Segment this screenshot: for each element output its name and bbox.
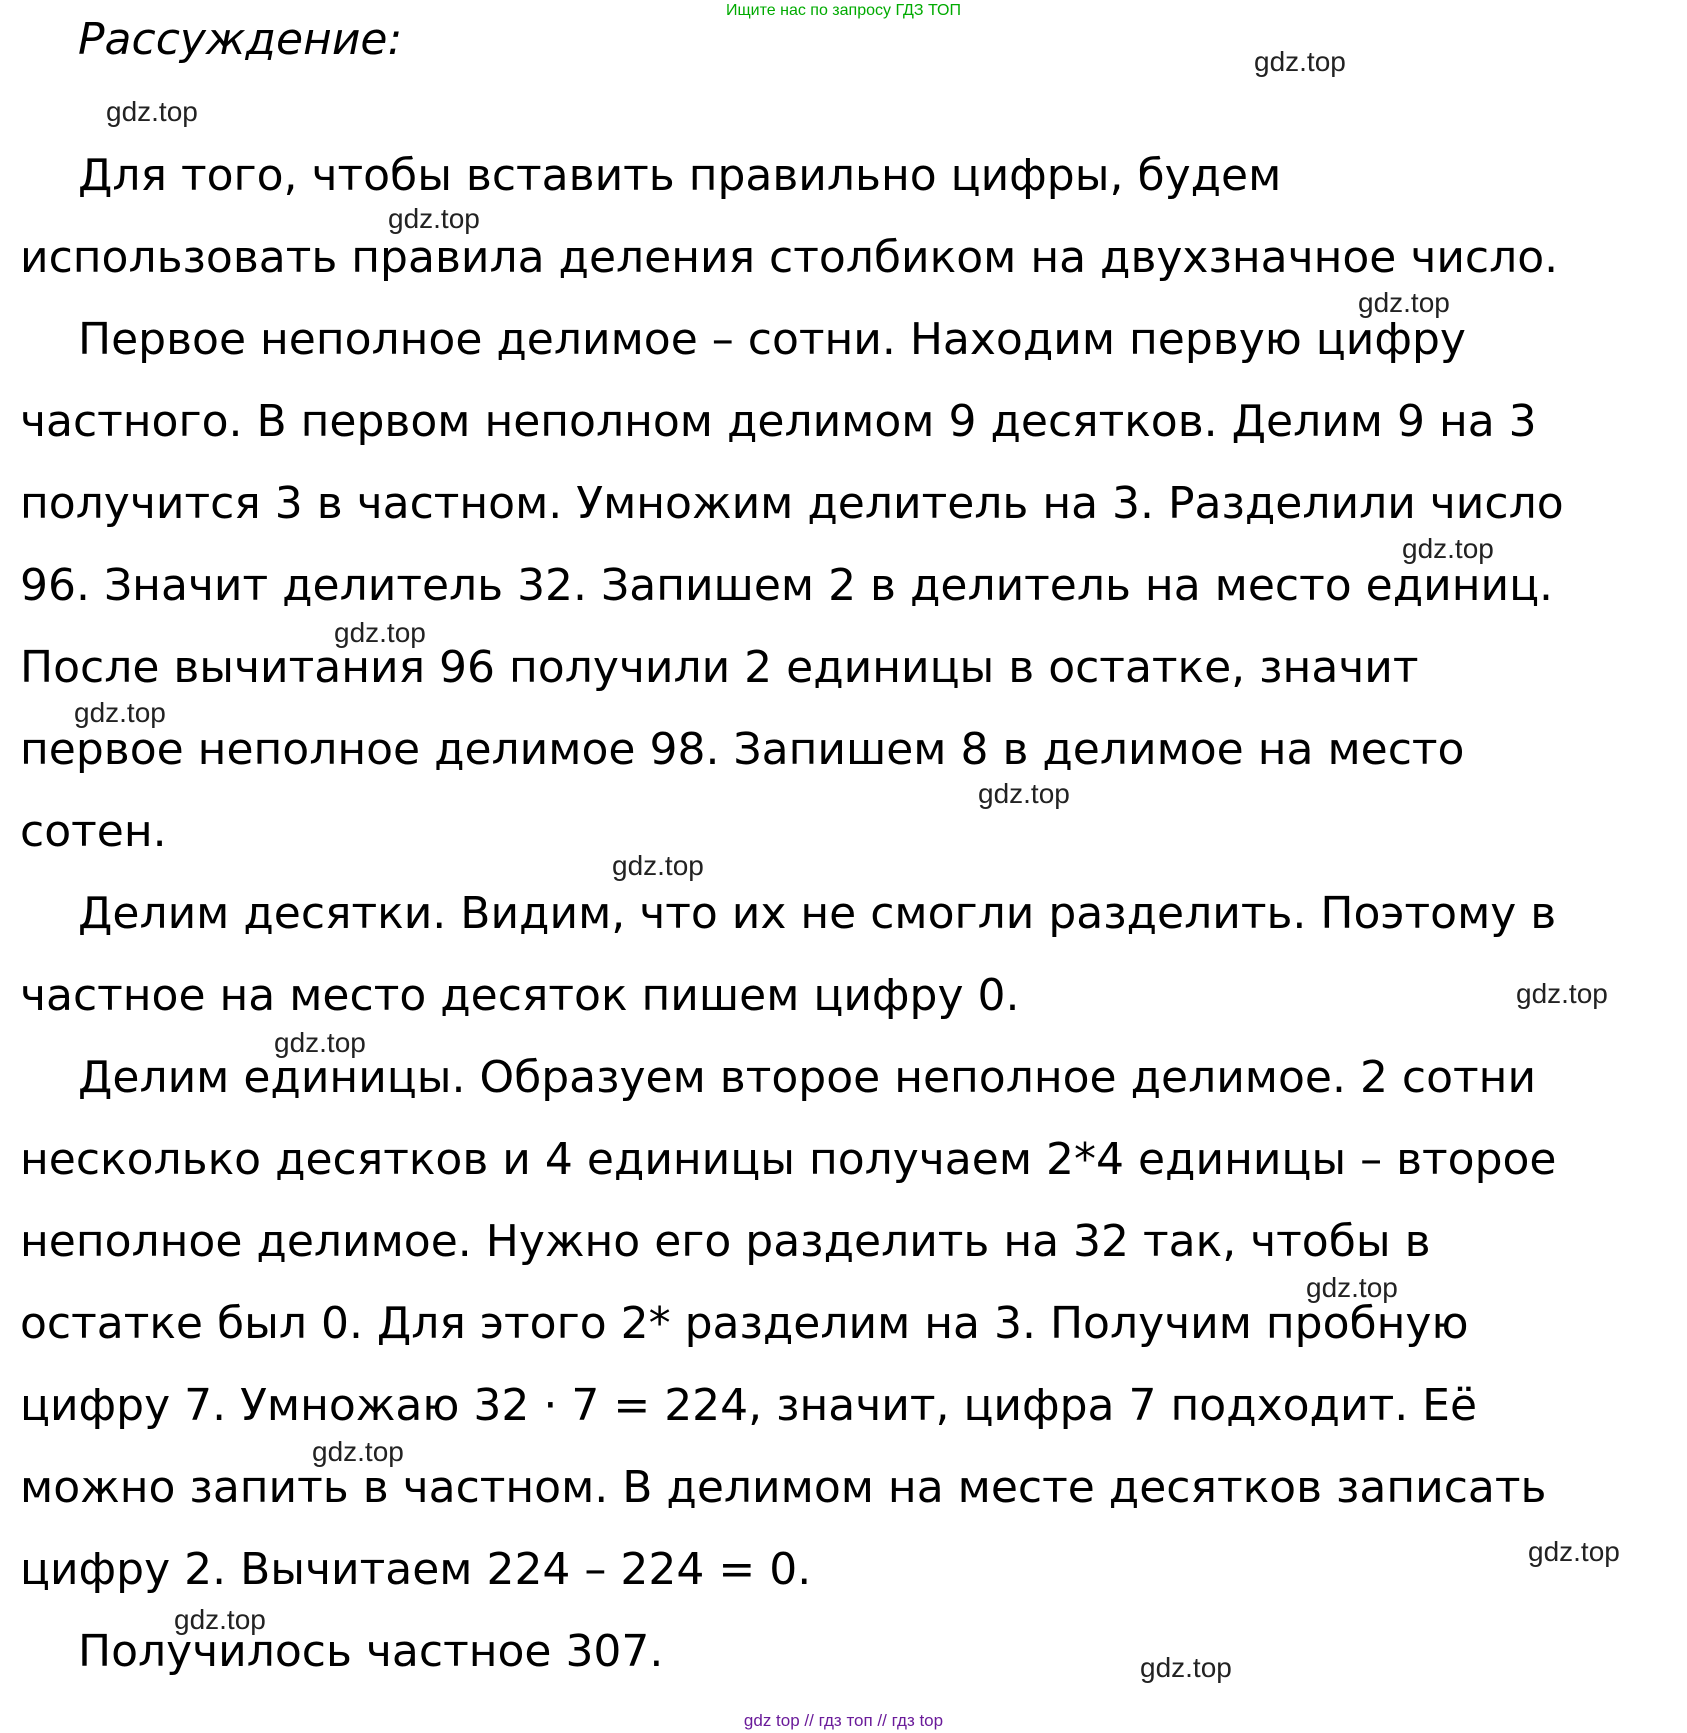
section-heading: Рассуждение: <box>78 14 403 65</box>
paragraph-line: Получилось частное 307. <box>78 1626 664 1677</box>
paragraph-line: получится 3 в частном. Умножим делитель на 3. Разделили число <box>20 478 1564 529</box>
top-banner: Ищите нас по запросу ГДЗ ТОП <box>726 2 961 19</box>
watermark: gdz.top <box>388 203 480 234</box>
paragraph-line: остатке был 0. Для этого 2* разделим на 3. Получим пробную <box>20 1298 1469 1349</box>
paragraph-line: Первое неполное делимое – сотни. Находим первую цифру <box>78 314 1466 365</box>
watermark: gdz.top <box>312 1436 404 1467</box>
watermark: gdz.top <box>1528 1536 1620 1567</box>
paragraph-line: частного. В первом неполном делимом 9 десятков. Делим 9 на 3 <box>20 396 1537 447</box>
paragraph-line: можно запить в частном. В делимом на месте десятков записать <box>20 1462 1547 1513</box>
watermark: gdz.top <box>1358 287 1450 318</box>
paragraph-line: Делим единицы. Образуем второе неполное делимое. 2 сотни <box>78 1052 1537 1103</box>
watermark: gdz.top <box>1306 1272 1398 1303</box>
watermark: gdz.top <box>174 1604 266 1635</box>
paragraph-line: 96. Значит делитель 32. Запишем 2 в делитель на место единиц. <box>20 560 1554 611</box>
watermark: gdz.top <box>978 778 1070 809</box>
watermark: gdz.top <box>1402 533 1494 564</box>
paragraph-line: сотен. <box>20 806 167 857</box>
paragraph-line: неполное делимое. Нужно его разделить на 32 так, чтобы в <box>20 1216 1431 1267</box>
paragraph-line: цифру 7. Умножаю 32 · 7 = 224, значит, цифра 7 подходит. Её <box>20 1380 1478 1431</box>
paragraph-line: первое неполное делимое 98. Запишем 8 в делимое на место <box>20 724 1465 775</box>
watermark: gdz.top <box>334 617 426 648</box>
paragraph-line: частное на место десяток пишем цифру 0. <box>20 970 1020 1021</box>
watermark: gdz.top <box>74 697 166 728</box>
paragraph-line: После вычитания 96 получили 2 единицы в остатке, значит <box>20 642 1419 693</box>
watermark: gdz.top <box>1254 46 1346 77</box>
paragraph-line: Делим десятки. Видим, что их не смогли разделить. Поэтому в <box>78 888 1557 939</box>
paragraph-line: цифру 2. Вычитаем 224 – 224 = 0. <box>20 1544 812 1595</box>
paragraph-line: использовать правила деления столбиком на двухзначное число. <box>20 232 1559 283</box>
watermark: gdz.top <box>1140 1652 1232 1683</box>
paragraph-line: Для того, чтобы вставить правильно цифры, будем <box>78 150 1282 201</box>
watermark: gdz.top <box>612 850 704 881</box>
watermark: gdz.top <box>274 1027 366 1058</box>
paragraph-line: несколько десятков и 4 единицы получаем 2*4 единицы – второе <box>20 1134 1557 1185</box>
watermark: gdz.top <box>1516 978 1608 1009</box>
watermark: gdz.top <box>106 96 198 127</box>
footer-watermark: gdz top // гдз топ // гдз top <box>743 1711 944 1730</box>
